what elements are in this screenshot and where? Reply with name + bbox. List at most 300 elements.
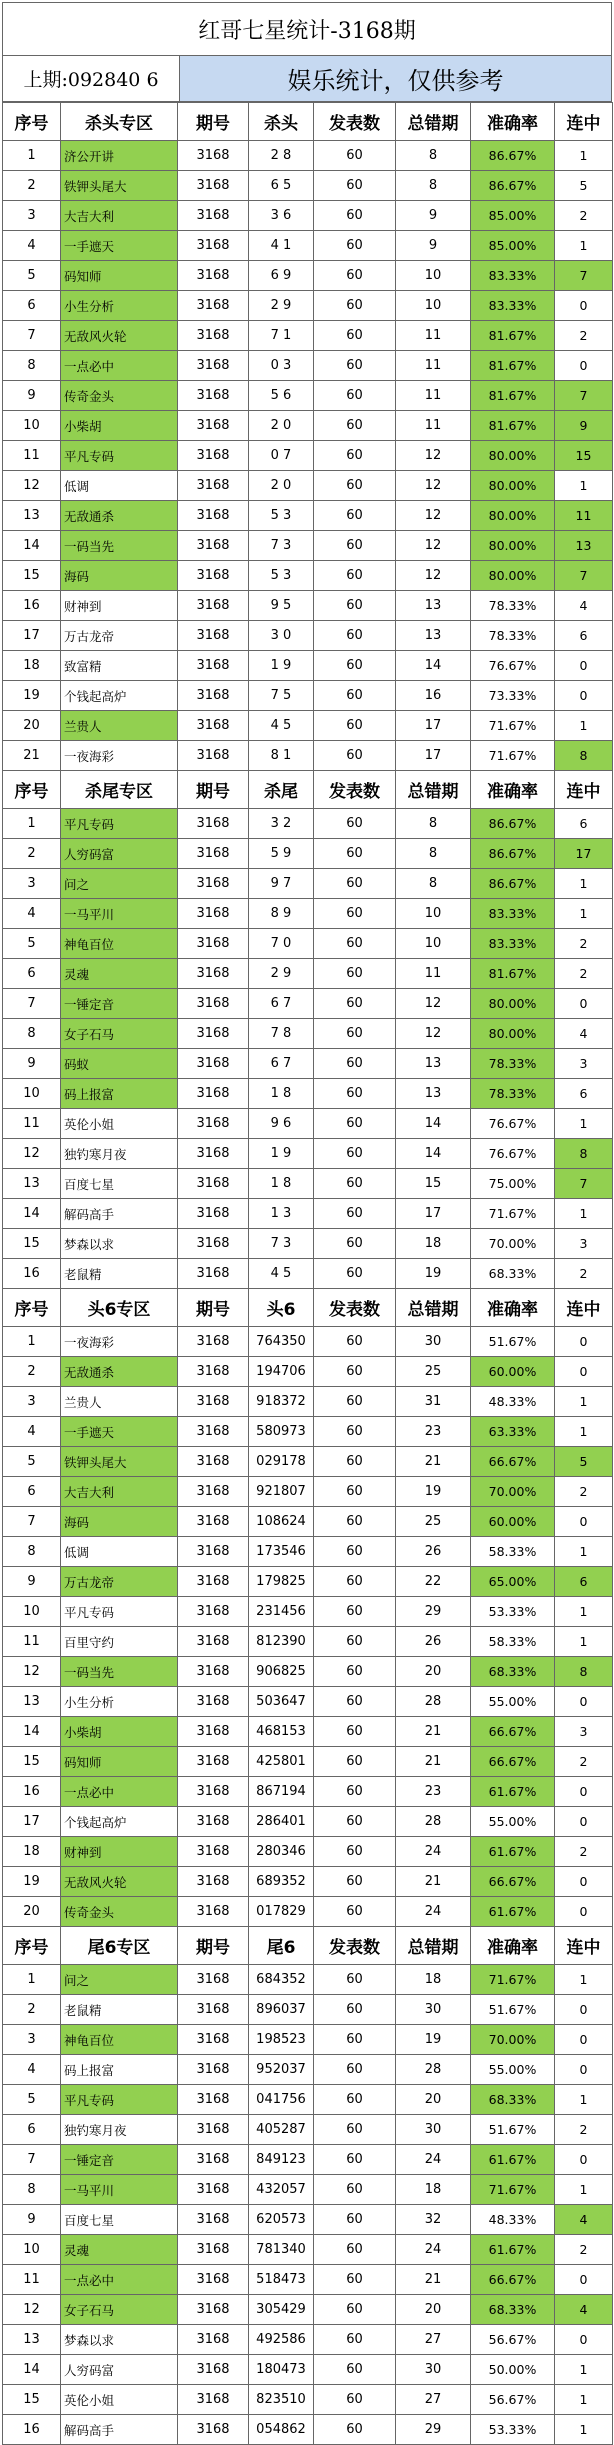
period-cell: 3168 [178, 1259, 249, 1289]
period-cell: 3168 [178, 2145, 249, 2175]
name-cell: 人穷码富 [61, 839, 178, 869]
row-index: 12 [3, 1139, 61, 1169]
number-cell: 952037 [249, 2055, 314, 2085]
period-cell: 3168 [178, 411, 249, 441]
number-cell: 5 9 [249, 839, 314, 869]
table-row [3, 929, 613, 959]
streak-cell: 6 [555, 621, 613, 651]
streak-cell: 17 [555, 839, 613, 869]
column-header: 连中 [555, 1927, 613, 1965]
number-cell: 2 9 [249, 959, 314, 989]
miss-cell: 17 [396, 741, 471, 771]
row-index: 17 [3, 621, 61, 651]
name-cell: 个钱起高炉 [61, 681, 178, 711]
period-cell: 3168 [178, 171, 249, 201]
streak-cell: 6 [555, 1567, 613, 1597]
accuracy-cell: 80.00% [471, 989, 555, 1019]
accuracy-cell: 81.67% [471, 351, 555, 381]
number-cell: 108624 [249, 1507, 314, 1537]
table-row [3, 1507, 613, 1537]
table-row [3, 1417, 613, 1447]
name-cell: 大吉大利 [61, 1477, 178, 1507]
miss-cell: 11 [396, 321, 471, 351]
published-cell: 60 [314, 2205, 396, 2235]
miss-cell: 30 [396, 1327, 471, 1357]
table-row [3, 1995, 613, 2025]
column-header: 杀头专区 [61, 103, 178, 141]
table-row [3, 1109, 613, 1139]
period-cell: 3168 [178, 899, 249, 929]
name-cell: 问之 [61, 869, 178, 899]
streak-cell: 3 [555, 1049, 613, 1079]
published-cell: 60 [314, 171, 396, 201]
column-header: 连中 [555, 1289, 613, 1327]
section-header [3, 1927, 613, 1965]
name-cell: 无敌风火轮 [61, 1867, 178, 1897]
streak-cell: 2 [555, 929, 613, 959]
name-cell: 一夜海彩 [61, 741, 178, 771]
number-cell: 518473 [249, 2265, 314, 2295]
table-row [3, 1807, 613, 1837]
number-cell: 432057 [249, 2175, 314, 2205]
period-cell: 3168 [178, 1747, 249, 1777]
miss-cell: 28 [396, 1687, 471, 1717]
row-index: 3 [3, 1387, 61, 1417]
period-cell: 3168 [178, 1199, 249, 1229]
period-cell: 3168 [178, 1109, 249, 1139]
published-cell: 60 [314, 1965, 396, 1995]
row-index: 1 [3, 1965, 61, 1995]
table-row [3, 1049, 613, 1079]
miss-cell: 11 [396, 959, 471, 989]
table-row [3, 501, 613, 531]
number-cell: 041756 [249, 2085, 314, 2115]
name-cell: 码知师 [61, 1747, 178, 1777]
row-index: 8 [3, 2175, 61, 2205]
number-cell: 286401 [249, 1807, 314, 1837]
table-row [3, 1777, 613, 1807]
published-cell: 60 [314, 501, 396, 531]
period-cell: 3168 [178, 869, 249, 899]
number-cell: 1 8 [249, 1079, 314, 1109]
period-cell: 3168 [178, 1897, 249, 1927]
column-header: 发表数 [314, 771, 396, 809]
streak-cell: 9 [555, 411, 613, 441]
miss-cell: 21 [396, 1747, 471, 1777]
row-index: 20 [3, 1897, 61, 1927]
streak-cell: 4 [555, 2205, 613, 2235]
row-index: 5 [3, 261, 61, 291]
published-cell: 60 [314, 2175, 396, 2205]
column-header: 杀尾 [249, 771, 314, 809]
accuracy-cell: 85.00% [471, 201, 555, 231]
streak-cell: 0 [555, 989, 613, 1019]
row-index: 15 [3, 1747, 61, 1777]
accuracy-cell: 56.67% [471, 2325, 555, 2355]
row-index: 4 [3, 231, 61, 261]
published-cell: 60 [314, 2025, 396, 2055]
number-cell: 4 1 [249, 231, 314, 261]
streak-cell: 2 [555, 1259, 613, 1289]
streak-cell: 13 [555, 531, 613, 561]
row-index: 4 [3, 1417, 61, 1447]
published-cell: 60 [314, 1357, 396, 1387]
table-row [3, 381, 613, 411]
column-header: 总错期 [396, 1289, 471, 1327]
row-index: 15 [3, 561, 61, 591]
streak-cell: 0 [555, 1687, 613, 1717]
row-index: 21 [3, 741, 61, 771]
number-cell: 823510 [249, 2385, 314, 2415]
published-cell: 60 [314, 2355, 396, 2385]
number-cell: 017829 [249, 1897, 314, 1927]
period-cell: 3168 [178, 1537, 249, 1567]
period-cell: 3168 [178, 1627, 249, 1657]
name-cell: 一码当先 [61, 531, 178, 561]
miss-cell: 24 [396, 1837, 471, 1867]
published-cell: 60 [314, 741, 396, 771]
accuracy-cell: 86.67% [471, 141, 555, 171]
row-index: 16 [3, 1777, 61, 1807]
period-cell: 3168 [178, 591, 249, 621]
table-row [3, 2325, 613, 2355]
accuracy-cell: 61.67% [471, 1777, 555, 1807]
name-cell: 灵魂 [61, 2235, 178, 2265]
table-row [3, 2355, 613, 2385]
column-header: 头6 [249, 1289, 314, 1327]
row-index: 1 [3, 1327, 61, 1357]
table-row [3, 531, 613, 561]
period-cell: 3168 [178, 741, 249, 771]
published-cell: 60 [314, 561, 396, 591]
number-cell: 1 8 [249, 1169, 314, 1199]
number-cell: 781340 [249, 2235, 314, 2265]
published-cell: 60 [314, 2385, 396, 2415]
row-index: 2 [3, 1357, 61, 1387]
streak-cell: 0 [555, 1995, 613, 2025]
accuracy-cell: 53.33% [471, 2415, 555, 2445]
period-cell: 3168 [178, 1477, 249, 1507]
table-row [3, 959, 613, 989]
period-cell: 3168 [178, 2085, 249, 2115]
accuracy-cell: 66.67% [471, 1747, 555, 1777]
period-cell: 3168 [178, 291, 249, 321]
published-cell: 60 [314, 2145, 396, 2175]
column-header: 尾6 [249, 1927, 314, 1965]
table-row [3, 441, 613, 471]
name-cell: 女子石马 [61, 1019, 178, 1049]
accuracy-cell: 51.67% [471, 2115, 555, 2145]
streak-cell: 1 [555, 141, 613, 171]
row-index: 7 [3, 2145, 61, 2175]
number-cell: 194706 [249, 1357, 314, 1387]
row-index: 6 [3, 2115, 61, 2145]
period-cell: 3168 [178, 1049, 249, 1079]
period-cell: 3168 [178, 839, 249, 869]
published-cell: 60 [314, 1897, 396, 1927]
table-row [3, 989, 613, 1019]
column-header: 期号 [178, 103, 249, 141]
column-header: 准确率 [471, 1289, 555, 1327]
stats-table [2, 102, 613, 2445]
period-cell: 3168 [178, 2175, 249, 2205]
streak-cell: 0 [555, 1327, 613, 1357]
table-row [3, 741, 613, 771]
page-title: 红哥七星统计-3168期 [2, 2, 612, 56]
period-cell: 3168 [178, 141, 249, 171]
name-cell: 兰贵人 [61, 711, 178, 741]
row-index: 11 [3, 1109, 61, 1139]
period-cell: 3168 [178, 959, 249, 989]
name-cell: 一夜海彩 [61, 1327, 178, 1357]
table-row [3, 1079, 613, 1109]
name-cell: 一锤定音 [61, 2145, 178, 2175]
accuracy-cell: 81.67% [471, 381, 555, 411]
accuracy-cell: 48.33% [471, 2205, 555, 2235]
published-cell: 60 [314, 2055, 396, 2085]
period-cell: 3168 [178, 651, 249, 681]
miss-cell: 12 [396, 561, 471, 591]
accuracy-cell: 63.33% [471, 1417, 555, 1447]
miss-cell: 9 [396, 201, 471, 231]
published-cell: 60 [314, 1019, 396, 1049]
column-header: 总错期 [396, 1927, 471, 1965]
published-cell: 60 [314, 1627, 396, 1657]
streak-cell: 6 [555, 1079, 613, 1109]
number-cell: 9 5 [249, 591, 314, 621]
table-row [3, 2205, 613, 2235]
streak-cell: 0 [555, 2325, 613, 2355]
accuracy-cell: 78.33% [471, 621, 555, 651]
miss-cell: 13 [396, 1049, 471, 1079]
number-cell: 2 0 [249, 411, 314, 441]
name-cell: 灵魂 [61, 959, 178, 989]
period-cell: 3168 [178, 1507, 249, 1537]
published-cell: 60 [314, 1229, 396, 1259]
table-row [3, 2415, 613, 2445]
accuracy-cell: 68.33% [471, 1657, 555, 1687]
name-cell: 平凡专码 [61, 1597, 178, 1627]
accuracy-cell: 81.67% [471, 321, 555, 351]
number-cell: 1 9 [249, 1139, 314, 1169]
column-header: 序号 [3, 771, 61, 809]
accuracy-cell: 56.67% [471, 2385, 555, 2415]
period-cell: 3168 [178, 1807, 249, 1837]
streak-cell: 2 [555, 1837, 613, 1867]
published-cell: 60 [314, 2235, 396, 2265]
accuracy-cell: 71.67% [471, 741, 555, 771]
period-cell: 3168 [178, 681, 249, 711]
name-cell: 万古龙帝 [61, 1567, 178, 1597]
row-index: 18 [3, 651, 61, 681]
name-cell: 铁钾头尾大 [61, 171, 178, 201]
miss-cell: 25 [396, 1507, 471, 1537]
published-cell: 60 [314, 1537, 396, 1567]
table-row [3, 2085, 613, 2115]
miss-cell: 17 [396, 711, 471, 741]
accuracy-cell: 51.67% [471, 1995, 555, 2025]
accuracy-cell: 71.67% [471, 1965, 555, 1995]
table-row [3, 1199, 613, 1229]
published-cell: 60 [314, 651, 396, 681]
table-row [3, 1019, 613, 1049]
published-cell: 60 [314, 591, 396, 621]
published-cell: 60 [314, 2115, 396, 2145]
row-index: 9 [3, 1049, 61, 1079]
streak-cell: 8 [555, 1139, 613, 1169]
streak-cell: 4 [555, 591, 613, 621]
miss-cell: 13 [396, 591, 471, 621]
row-index: 8 [3, 1019, 61, 1049]
published-cell: 60 [314, 1837, 396, 1867]
accuracy-cell: 70.00% [471, 1229, 555, 1259]
column-header: 连中 [555, 771, 613, 809]
row-index: 11 [3, 1627, 61, 1657]
number-cell: 3 6 [249, 201, 314, 231]
miss-cell: 30 [396, 1995, 471, 2025]
name-cell: 传奇金头 [61, 381, 178, 411]
row-index: 20 [3, 711, 61, 741]
miss-cell: 20 [396, 2295, 471, 2325]
name-cell: 无敌通杀 [61, 1357, 178, 1387]
accuracy-cell: 55.00% [471, 2055, 555, 2085]
period-cell: 3168 [178, 531, 249, 561]
period-cell: 3168 [178, 1995, 249, 2025]
subtitle-row [2, 56, 612, 102]
accuracy-cell: 80.00% [471, 441, 555, 471]
miss-cell: 21 [396, 1447, 471, 1477]
streak-cell: 1 [555, 471, 613, 501]
table-row [3, 261, 613, 291]
name-cell: 小生分析 [61, 291, 178, 321]
published-cell: 60 [314, 929, 396, 959]
published-cell: 60 [314, 1109, 396, 1139]
miss-cell: 20 [396, 1657, 471, 1687]
miss-cell: 31 [396, 1387, 471, 1417]
miss-cell: 18 [396, 2175, 471, 2205]
table-row [3, 711, 613, 741]
accuracy-cell: 76.67% [471, 651, 555, 681]
miss-cell: 26 [396, 1627, 471, 1657]
number-cell: 6 9 [249, 261, 314, 291]
accuracy-cell: 80.00% [471, 531, 555, 561]
streak-cell: 2 [555, 1477, 613, 1507]
period-cell: 3168 [178, 2025, 249, 2055]
table-row [3, 1259, 613, 1289]
table-row [3, 2055, 613, 2085]
miss-cell: 19 [396, 2025, 471, 2055]
row-index: 19 [3, 1867, 61, 1897]
name-cell: 百度七星 [61, 1169, 178, 1199]
miss-cell: 21 [396, 2265, 471, 2295]
miss-cell: 12 [396, 989, 471, 1019]
table-row [3, 651, 613, 681]
table-row [3, 1567, 613, 1597]
number-cell: 503647 [249, 1687, 314, 1717]
number-cell: 7 1 [249, 321, 314, 351]
row-index: 7 [3, 989, 61, 1019]
number-cell: 921807 [249, 1477, 314, 1507]
column-header: 准确率 [471, 1927, 555, 1965]
accuracy-cell: 66.67% [471, 2265, 555, 2295]
accuracy-cell: 71.67% [471, 711, 555, 741]
table-row [3, 1657, 613, 1687]
miss-cell: 26 [396, 1537, 471, 1567]
period-cell: 3168 [178, 1777, 249, 1807]
table-row [3, 681, 613, 711]
streak-cell: 4 [555, 1019, 613, 1049]
streak-cell: 0 [555, 1777, 613, 1807]
period-cell: 3168 [178, 1229, 249, 1259]
last-period-label: 上期:092840 6 [2, 56, 180, 102]
name-cell: 海码 [61, 1507, 178, 1537]
accuracy-cell: 61.67% [471, 1897, 555, 1927]
number-cell: 8 1 [249, 741, 314, 771]
row-index: 2 [3, 1995, 61, 2025]
miss-cell: 10 [396, 291, 471, 321]
table-row [3, 1965, 613, 1995]
streak-cell: 0 [555, 681, 613, 711]
streak-cell: 15 [555, 441, 613, 471]
period-cell: 3168 [178, 351, 249, 381]
accuracy-cell: 85.00% [471, 231, 555, 261]
name-cell: 一点必中 [61, 351, 178, 381]
published-cell: 60 [314, 2265, 396, 2295]
period-cell: 3168 [178, 1357, 249, 1387]
published-cell: 60 [314, 201, 396, 231]
number-cell: 280346 [249, 1837, 314, 1867]
number-cell: 6 5 [249, 171, 314, 201]
number-cell: 684352 [249, 1965, 314, 1995]
accuracy-cell: 66.67% [471, 1447, 555, 1477]
name-cell: 济公开讲 [61, 141, 178, 171]
number-cell: 849123 [249, 2145, 314, 2175]
column-header: 头6专区 [61, 1289, 178, 1327]
number-cell: 054862 [249, 2415, 314, 2445]
table-row [3, 1867, 613, 1897]
miss-cell: 10 [396, 899, 471, 929]
published-cell: 60 [314, 2295, 396, 2325]
number-cell: 620573 [249, 2205, 314, 2235]
table-row [3, 1229, 613, 1259]
name-cell: 财神到 [61, 1837, 178, 1867]
number-cell: 468153 [249, 1717, 314, 1747]
row-index: 7 [3, 321, 61, 351]
streak-cell: 0 [555, 2265, 613, 2295]
period-cell: 3168 [178, 381, 249, 411]
row-index: 5 [3, 2085, 61, 2115]
miss-cell: 32 [396, 2205, 471, 2235]
period-cell: 3168 [178, 1417, 249, 1447]
miss-cell: 14 [396, 1109, 471, 1139]
number-cell: 812390 [249, 1627, 314, 1657]
miss-cell: 17 [396, 1199, 471, 1229]
table-row [3, 1537, 613, 1567]
number-cell: 0 3 [249, 351, 314, 381]
published-cell: 60 [314, 1597, 396, 1627]
accuracy-cell: 55.00% [471, 1687, 555, 1717]
period-cell: 3168 [178, 501, 249, 531]
row-index: 10 [3, 1079, 61, 1109]
period-cell: 3168 [178, 929, 249, 959]
table-row [3, 1387, 613, 1417]
number-cell: 7 3 [249, 1229, 314, 1259]
streak-cell: 2 [555, 959, 613, 989]
miss-cell: 28 [396, 2055, 471, 2085]
streak-cell: 2 [555, 201, 613, 231]
column-header: 发表数 [314, 1289, 396, 1327]
miss-cell: 14 [396, 651, 471, 681]
